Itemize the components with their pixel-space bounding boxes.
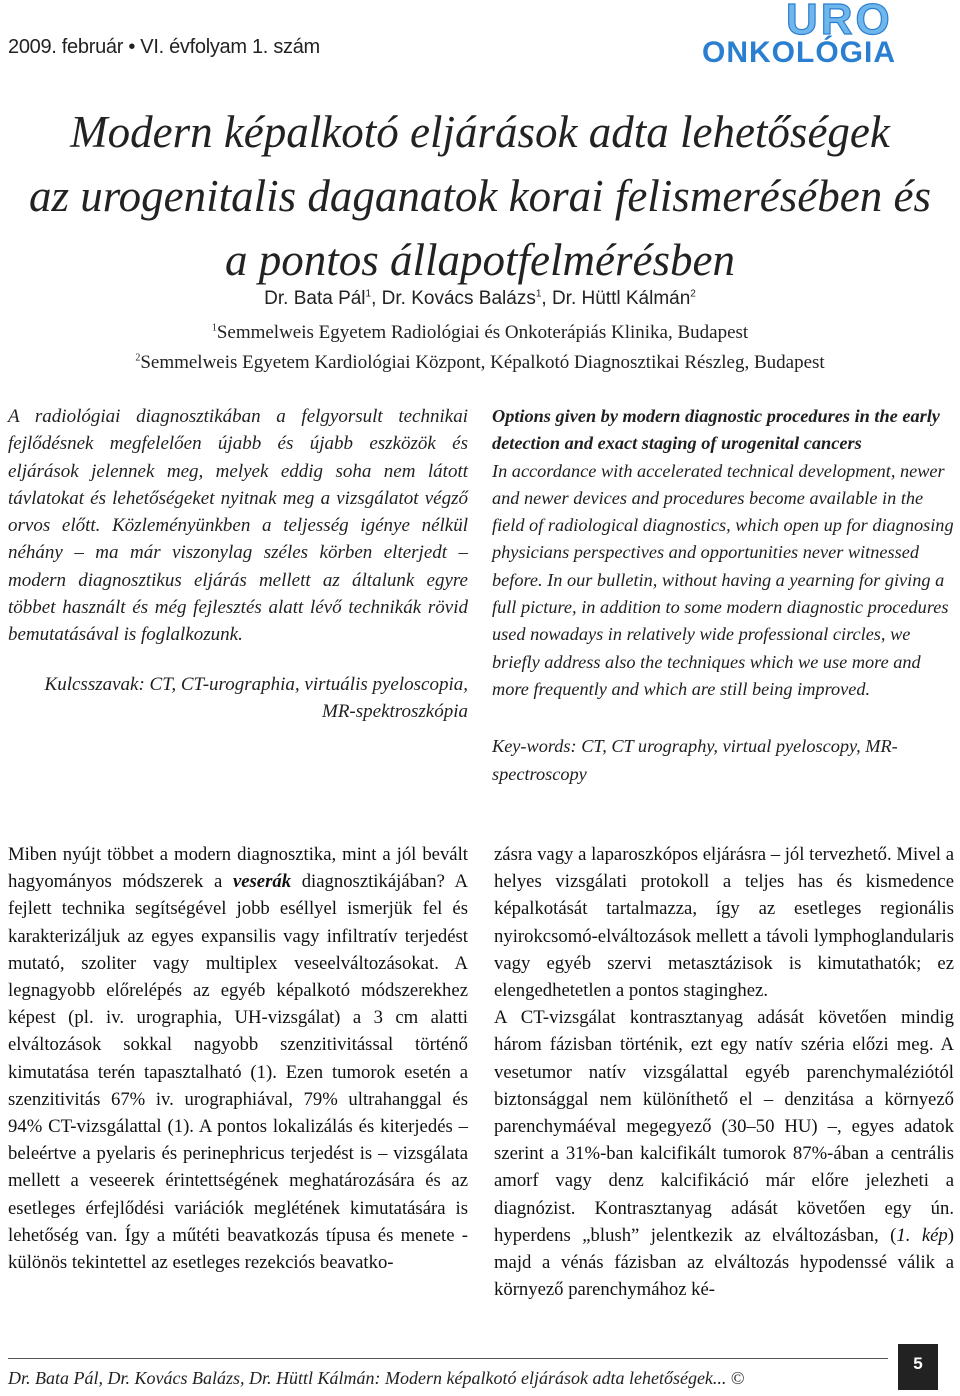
keywords-hu: Kulcsszavak: CT, CT-urographia, virtuális pyeloscopia, MR-spektroszkópia (44, 673, 468, 722)
copyright-icon: © (730, 1368, 745, 1388)
page-number: 5 (898, 1344, 938, 1390)
article-title (0, 100, 960, 292)
abstract-en-text: In accordance with accelerated technical development, newer and newer devices and procedures become available in the field of radiological diagnostics, which open up for diagnosing physicians perspectives and opportunities never witnessed before. In our bulletin, without having a yearning for giving a full picture, in addition to some modern diagnostic procedures used nowadays in relatively wide professional circles, we briefly address also the techniques which we use more and more frequently and which are still being improved. (492, 460, 954, 699)
affiliation-2: $^2$Semmelweis Egyetem Kardiológiai Központ, Képalkotó Diagnosztikai Részleg, Budapest (135, 352, 825, 373)
body-paragraph: zásra vagy a laparoszkópos eljárásra – jól tervezhető. Mivel a helyes vizsgálati protokoll a teljes has és kismedence képalkotását tartalmazza, így az esetleges regionális nyirokcsomó-elváltozások mellett a távoli lymphoglandularis vagy egyéb szervi metasztázisok is kimutathatók; ez elengedhetetlen a pontos staginghez. (494, 844, 954, 1002)
body-paragraph: A CT-vizsgálat kontrasztanyag adását követően mindig három fázisban történik, ezt egy natív széria előzi meg. A vesetumor natív vizsgálattal egyéb parenchymaléziótól biztonsággal nem különíthető el – denzitása a környező parenchymáéval megegyező (30–50 HU) –, egyes adatok szerint a 31%-ban kalcifikált tumorok 87%-ában a centrális amorf vagy denz kalcifikáció már előre jelezheti a diagnózist. Kontrasztanyag adását követően egy ún. hyperdens „blush” jelentkezik az elváltozásban, (1. kép) majd a vénás fázisban az elváltozás hypodenssé válik a környező parenchymához ké- (494, 1007, 955, 1301)
running-footer: Dr. Bata Pál, Dr. Kovács Balázs, Dr. Hüttl Kálmán: Modern képalkotó eljárások adta lehetőségek... © (8, 1368, 745, 1388)
journal-logo (698, 0, 956, 66)
affiliation-1: $^1$Semmelweis Egyetem Radiológiai és Onkoterápiás Klinika, Budapest (211, 322, 749, 343)
author-list: Dr. Bata Pál$^1$, Dr. Kovács Balázs$^1$, Dr. Hüttl Kálmán$^2$ (264, 288, 696, 309)
author-2: Dr. Kovács Balázs (381, 288, 536, 309)
title-line-2: az urogenitalis daganatok korai felismerésében és (29, 171, 931, 221)
body-column-right (494, 841, 954, 1303)
footer-rule (8, 1358, 888, 1359)
abstract-english (492, 403, 954, 788)
title-line-1: Modern képalkotó eljárások adta lehetőségek (70, 107, 890, 157)
abstract-hu-text: A radiológiai diagnosztikában a felgyorsult technikai fejlődésnek megfelelően újabb és újabb eszközök és eljárások jelennek meg, melyek eddig soha nem látott távlatokat és lehetőségeket nyitnak meg a vizsgálatot végző orvos előtt. Közleményünkben a teljesség igénye nélkül néhány – ma már viszonylag széles körben elterjedt – modern diagnosztikus eljárás mellett az általunk egyre többet használt és még fejlesztés alatt lévő technikák rövid bemutatásával is foglalkozunk. (8, 406, 468, 646)
body-paragraph: Miben nyújt többet a modern diagnosztika, mint a jól bevált hagyományos módszerek a veserák diagnosztikájában? A fejlett technika segítségével jobb eséllyel ismerjük fel és karakterizáljuk az egyes expansilis vagy infiltratív terjedést mutató, szoliter vagy multiplex veseelváltozásokat. A legnagyobb előrelépés az egyéb képalkotó módszerekhez képest (pl. iv. urographia, UH-vizsgálat) a 3 cm alatti elváltozások sokkal nagyobb szenzitivitással történő kimutatása terén tapasztalható (1). Ezen tumorok esetén a szenzitivitás 67% iv. urographiával, 79% ultrahanggal és 94% CT-vizsgálattal (1). A pontos lokalizálás és kiterjedés – beleértve a pyelaris és perinephricus terjedést is – vizsgálata mellett a veseerek érintettségének meghatározására és az esetleges érfejlődési variációk meglétének kimutatására is lehetőség van. Így a műtéti beavatkozás típusa és menete - különös tekintettel az esetleges rezekciós beavatko- (8, 844, 468, 1274)
body-column-left (8, 841, 468, 1276)
author-3: Dr. Hüttl Kálmán (551, 288, 691, 309)
abstract-hungarian (8, 403, 468, 725)
svg-text:ONKOLÓGIA: ONKOLÓGIA (702, 36, 896, 66)
issue-header: 2009. február • VI. évfolyam 1. szám (8, 36, 320, 58)
svg-text:URO: URO (786, 0, 893, 44)
author-1: Dr. Bata Pál (264, 288, 366, 309)
abstract-en-title: Options given by modern diagnostic procedures in the early detection and exact staging of urogenital cancers (492, 406, 940, 454)
title-line-3: a pontos állapotfelmérésben (225, 235, 735, 285)
keywords-en: Key-words: CT, CT urography, virtual pyeloscopy, MR-spectroscopy (492, 736, 898, 784)
